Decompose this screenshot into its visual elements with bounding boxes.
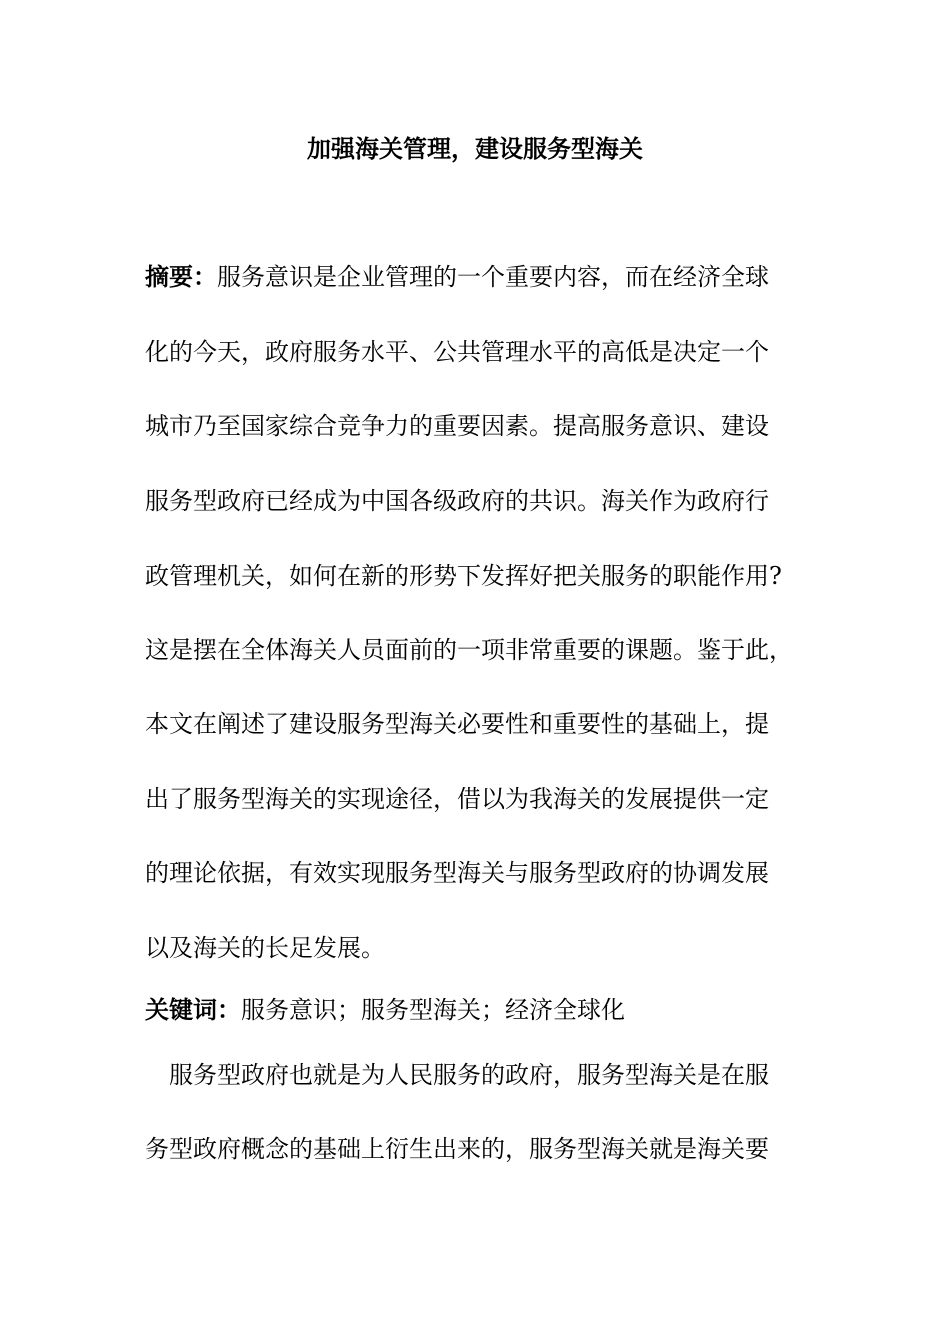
abstract-line-2: 化的今天，政府服务水平、公共管理水平的高低是决定一个 xyxy=(145,338,769,366)
abstract-line-7: 本文在阐述了建设服务型海关必要性和重要性的基础上，提 xyxy=(145,710,769,738)
abstract-line-6: 这是摆在全体海关人员面前的一项非常重要的课题。鉴于此， xyxy=(145,636,793,664)
keywords-label: 关键词： xyxy=(145,995,241,1024)
abstract-line-1 xyxy=(145,262,825,292)
abstract-line-4: 服务型政府已经成为中国各级政府的共识。海关作为政府行 xyxy=(145,487,769,515)
abstract-line-9: 的理论依据，有效实现服务型海关与服务型政府的协调发展 xyxy=(145,859,769,887)
body-line-1: 服务型政府也就是为人民服务的政府，服务型海关是在服 xyxy=(169,1061,769,1089)
abstract-text: 服务意识是企业管理的一个重要内容，而在经济全球 xyxy=(217,263,769,291)
keywords-text: 服务意识；服务型海关；经济全球化 xyxy=(241,996,625,1024)
abstract-line-3: 城市乃至国家综合竞争力的重要因素。提高服务意识、建设 xyxy=(145,412,769,440)
abstract-line-5: 政管理机关，如何在新的形势下发挥好把关服务的职能作用? xyxy=(145,562,782,590)
keywords-line xyxy=(145,995,825,1025)
abstract-line-10: 以及海关的长足发展。 xyxy=(145,934,385,962)
body-line-2: 务型政府概念的基础上衍生出来的，服务型海关就是海关要 xyxy=(145,1135,769,1163)
document-title: 加强海关管理，建设服务型海关 xyxy=(307,134,643,163)
abstract-line-8: 出了服务型海关的实现途径，借以为我海关的发展提供一定 xyxy=(145,785,769,813)
abstract-label: 摘要： xyxy=(145,262,217,291)
